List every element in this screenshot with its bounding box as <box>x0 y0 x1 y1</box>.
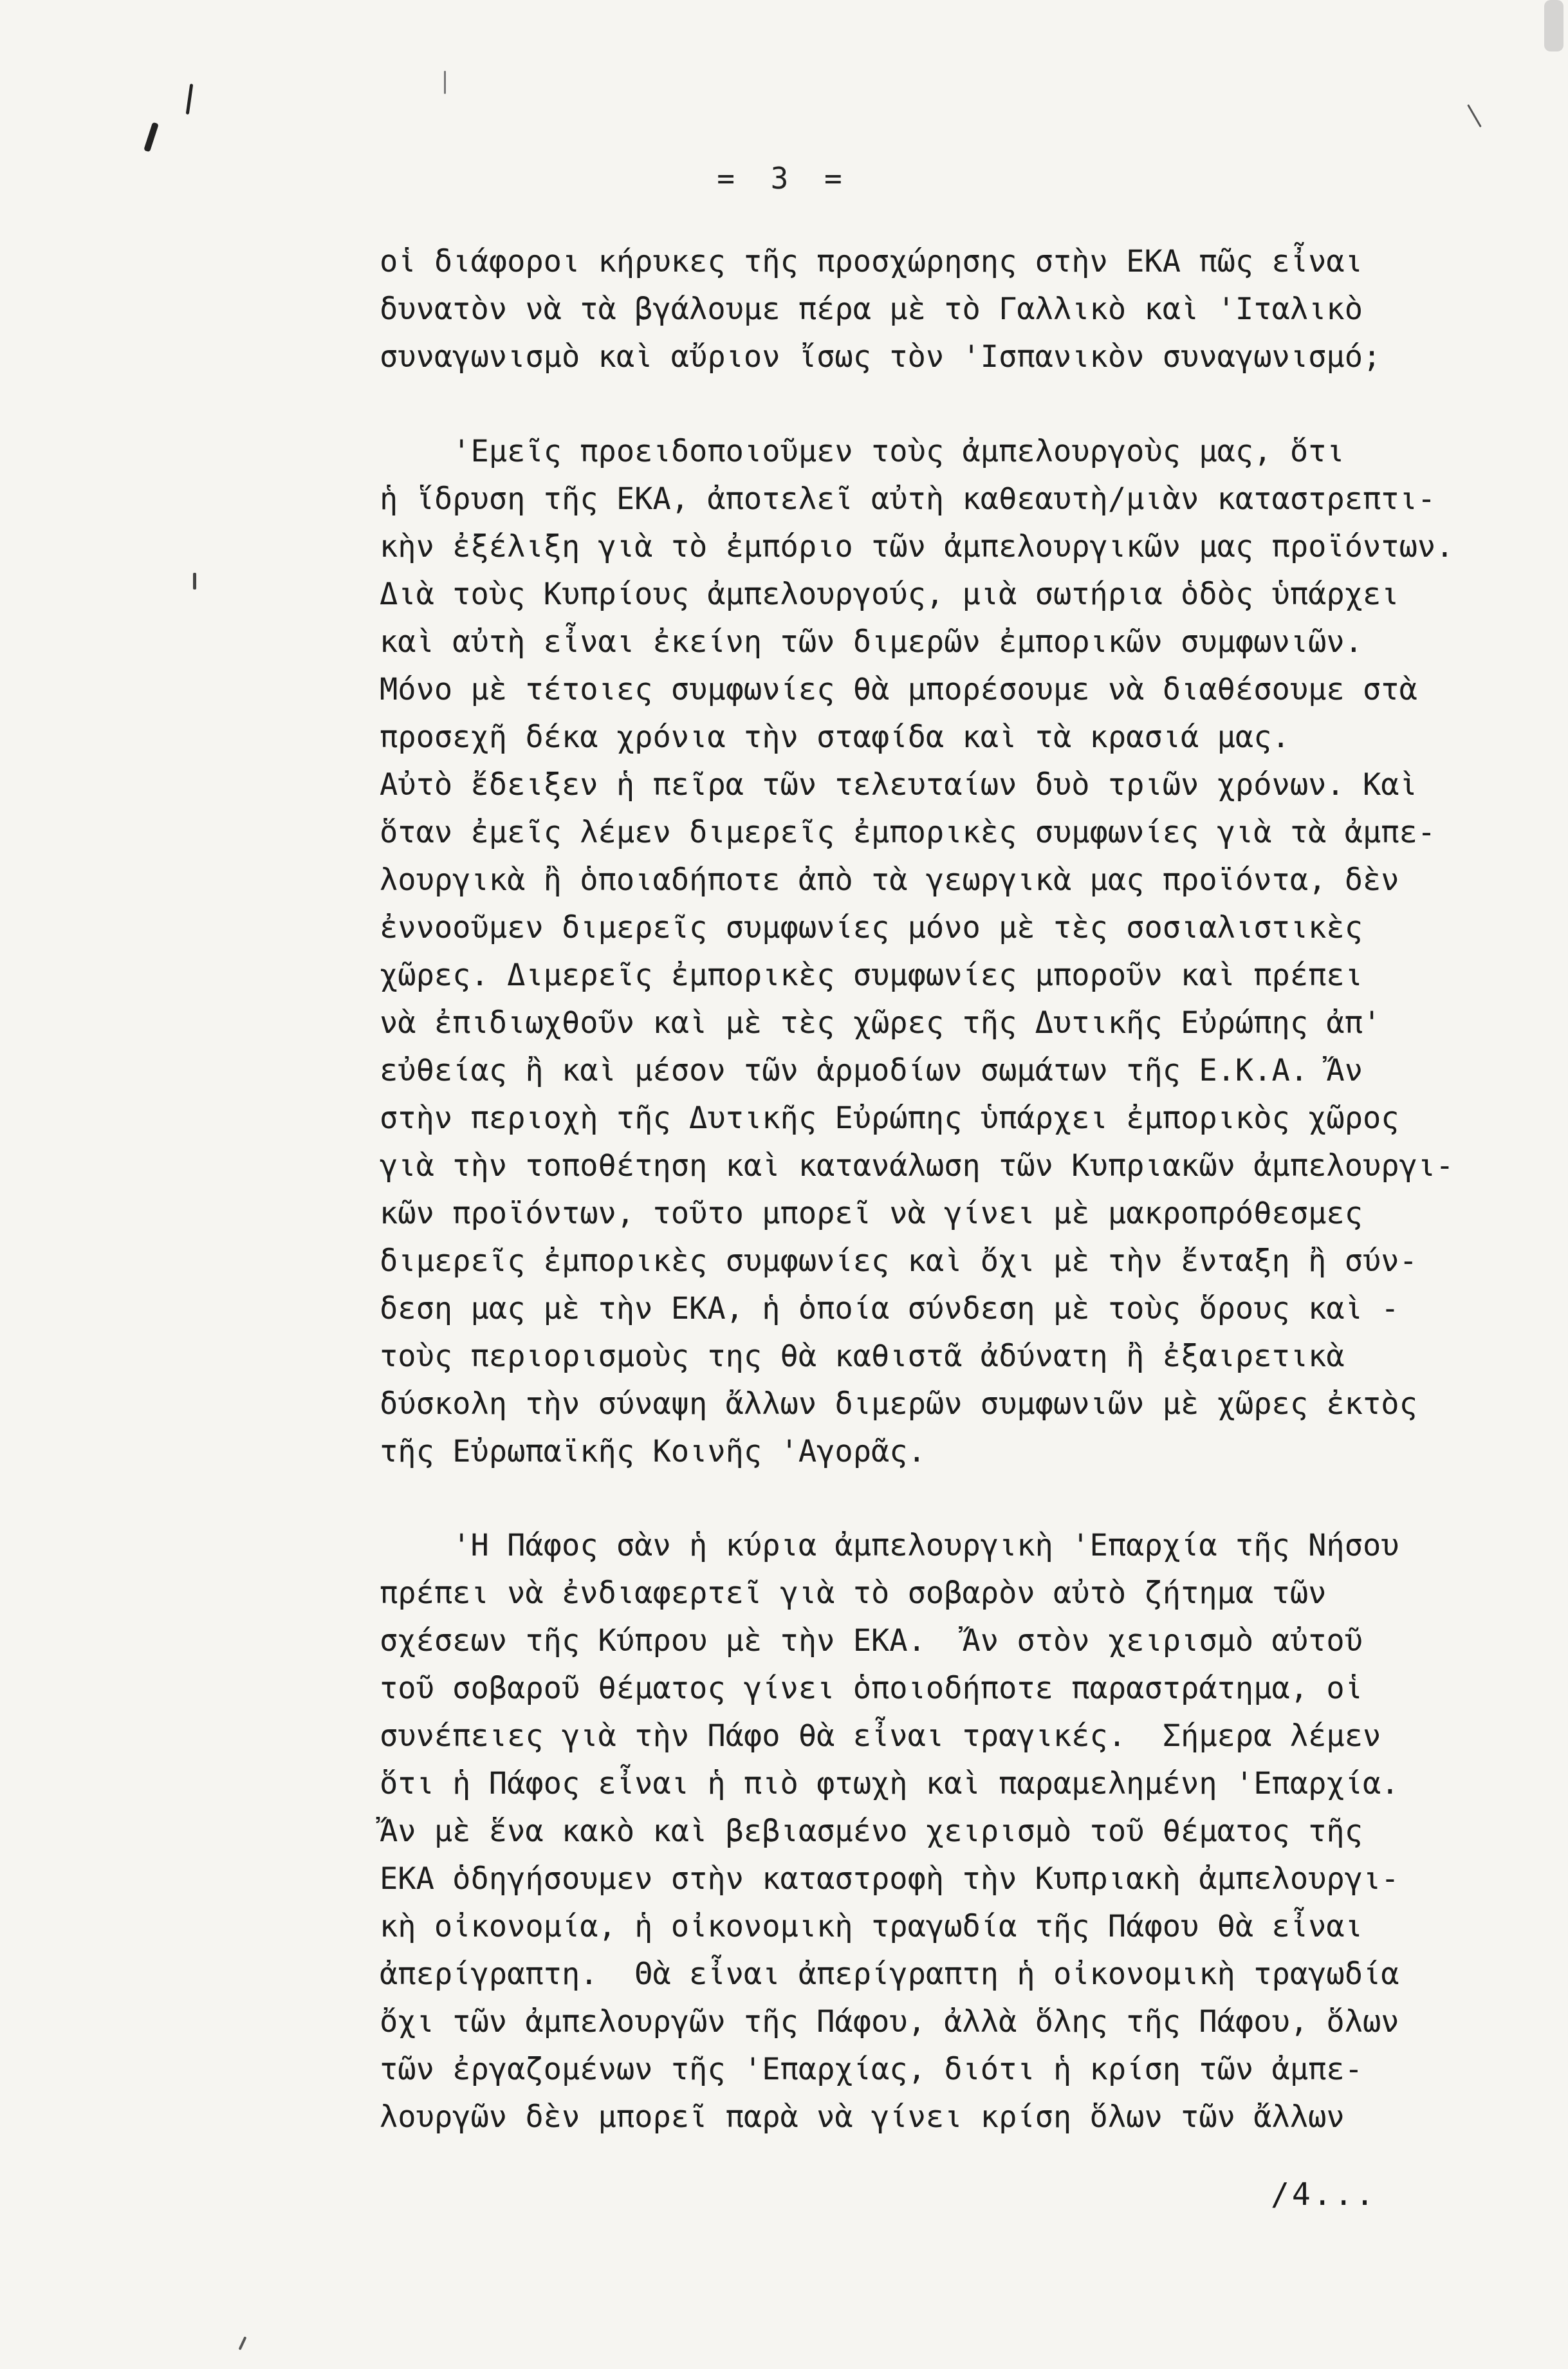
page-number: = 3 = <box>717 161 851 196</box>
text-line: τοῦ σοβαροῦ θέματος γίνει ὁποιοδήποτε παραστράτημα, οἱ <box>380 1671 1363 1706</box>
paragraph-3 <box>380 1522 1473 2141</box>
scan-artifact-mark <box>143 122 159 153</box>
text-line: οἱ διάφοροι κήρυκες τῆς προσχώρησης στὴν ΕΚΑ πῶς εἶναι <box>380 244 1363 279</box>
paragraph-1 <box>380 238 1473 381</box>
text-line: λουργικὰ ἢ ὁποιαδήποτε ἀπὸ τὰ γεωργικὰ μας προϊόντα, δὲν <box>380 862 1399 898</box>
text-line: σχέσεων τῆς Κύπρου μὲ τὴν ΕΚΑ. Ἄν στὸν χειρισμὸ αὐτοῦ <box>380 1623 1363 1658</box>
text-line: χῶρες. Διμερεῖς ἐμπορικὲς συμφωνίες μποροῦν καὶ πρέπει <box>380 958 1363 993</box>
scan-artifact-mark <box>239 2336 247 2350</box>
scan-artifact-mark <box>1544 0 1563 51</box>
text-line: 'Εμεῖς προειδοποιοῦμεν τοὺς ἀμπελουργοὺς μας, ὅτι <box>380 434 1345 469</box>
text-line: τοὺς περιορισμοὺς της θὰ καθιστᾶ ἀδύνατη ἢ ἐξαιρετικὰ <box>380 1339 1345 1374</box>
scan-artifact-mark <box>186 84 194 115</box>
scan-artifact-mark <box>193 573 196 590</box>
text-line: νὰ ἐπιδιωχθοῦν καὶ μὲ τὲς χῶρες τῆς Δυτικῆς Εὐρώπης ἀπ' <box>380 1005 1381 1041</box>
text-line: καὶ αὐτὴ εἶναι ἐκείνη τῶν διμερῶν ἐμπορικῶν συμφωνιῶν. <box>380 624 1363 660</box>
text-line: Διὰ τοὺς Κυπρίους ἀμπελουργούς, μιὰ σωτήρια ὁδὸς ὑπάρχει <box>380 577 1399 612</box>
text-line: ἡ ἵδρυση τῆς ΕΚΑ, ἀποτελεῖ αὐτὴ καθεαυτὴ/μιὰν καταστρεπτι- <box>380 481 1436 517</box>
text-line: ὅταν ἐμεῖς λέμεν διμερεῖς ἐμπορικὲς συμφωνίες γιὰ τὰ ἀμπε- <box>380 815 1436 850</box>
text-line: στὴν περιοχὴ τῆς Δυτικῆς Εὐρώπης ὑπάρχει ἐμπορικὸς χῶρος <box>380 1101 1399 1136</box>
text-line: προσεχῆ δέκα χρόνια τὴν σταφίδα καὶ τὰ κρασιά μας. <box>380 720 1290 755</box>
text-line: τῆς Εὐρωπαϊκῆς Κοινῆς 'Αγορᾶς. <box>380 1434 926 1469</box>
text-line: γιὰ τὴν τοποθέτηση καὶ κατανάλωση τῶν Κυπριακῶν ἀμπελουργι- <box>380 1148 1454 1184</box>
text-line: 'Η Πάφος σὰν ἡ κύρια ἀμπελουργικὴ 'Επαρχία τῆς Νήσου <box>380 1528 1399 1563</box>
text-line: διμερεῖς ἐμπορικὲς συμφωνίες καὶ ὄχι μὲ τὴν ἔνταξη ἢ σύν- <box>380 1243 1417 1279</box>
text-line: Αὐτὸ ἔδειξεν ἡ πεῖρα τῶν τελευταίων δυὸ τριῶν χρόνων. Καὶ <box>380 767 1417 803</box>
text-line: ἐννοοῦμεν διμερεῖς συμφωνίες μόνο μὲ τὲς σοσιαλιστικὲς <box>380 910 1363 945</box>
text-line: δύσκολη τὴν σύναψη ἄλλων διμερῶν συμφωνιῶν μὲ χῶρες ἐκτὸς <box>380 1386 1417 1422</box>
text-line: δεση μας μὲ τὴν ΕΚΑ, ἡ ὁποία σύνδεση μὲ τοὺς ὅρους καὶ - <box>380 1291 1399 1326</box>
scan-artifact-mark <box>1467 104 1482 127</box>
text-line: λουργῶν δὲν μπορεῖ παρὰ νὰ γίνει κρίση ὅλων τῶν ἄλλων <box>380 2099 1345 2135</box>
text-line: εὐθείας ἢ καὶ μέσον τῶν ἁρμοδίων σωμάτων τῆς Ε.Κ.Α. Ἄν <box>380 1053 1363 1088</box>
paragraph-2 <box>380 428 1473 1476</box>
text-line: κὴν ἐξέλιξη γιὰ τὸ ἐμπόριο τῶν ἀμπελουργικῶν μας προϊόντων. <box>380 529 1454 564</box>
text-line: συνέπειες γιὰ τὴν Πάφο θὰ εἶναι τραγικές. Σήμερα λέμεν <box>380 1718 1381 1754</box>
text-line: ὄχι τῶν ἀμπελουργῶν τῆς Πάφου, ἀλλὰ ὅλης τῆς Πάφου, ὅλων <box>380 2004 1399 2039</box>
text-line: κὴ οἰκονομία, ἡ οἰκονομικὴ τραγωδία τῆς Πάφου θὰ εἶναι <box>380 1909 1363 1944</box>
text-line: τῶν ἐργαζομένων τῆς 'Επαρχίας, διότι ἡ κρίση τῶν ἀμπε- <box>380 2052 1363 2087</box>
text-line: ΕΚΑ ὁδηγήσουμεν στὴν καταστροφὴ τὴν Κυπριακὴ ἀμπελουργι- <box>380 1861 1399 1897</box>
text-line: Μόνο μὲ τέτοιες συμφωνίες θὰ μπορέσουμε νὰ διαθέσουμε στὰ <box>380 672 1417 707</box>
text-line: πρέπει νὰ ἐνδιαφερτεῖ γιὰ τὸ σοβαρὸν αὐτὸ ζήτημα τῶν <box>380 1575 1327 1611</box>
text-line: συναγωνισμὸ καὶ αὔριον ἴσως τὸν 'Ισπανικὸν συναγωνισμό; <box>380 339 1381 375</box>
text-line: κῶν προϊόντων, τοῦτο μπορεῖ νὰ γίνει μὲ μακροπρόθεσμες <box>380 1196 1363 1231</box>
text-line: ὅτι ἡ Πάφος εἶναι ἡ πιὸ φτωχὴ καὶ παραμελημένη 'Επαρχία. <box>380 1766 1399 1801</box>
scan-artifact-mark <box>444 71 446 94</box>
text-line: δυνατὸν νὰ τὰ βγάλουμε πέρα μὲ τὸ Γαλλικὸ καὶ 'Ιταλικὸ <box>380 292 1363 327</box>
continuation-marker: /4... <box>1271 2177 1377 2213</box>
text-line: ἀπερίγραπτη. Θὰ εἶναι ἀπερίγραπτη ἡ οἰκονομικὴ τραγωδία <box>380 1956 1399 1992</box>
text-line: Ἄν μὲ ἕνα κακὸ καὶ βεβιασμένο χειρισμὸ τοῦ θέματος τῆς <box>380 1814 1363 1849</box>
